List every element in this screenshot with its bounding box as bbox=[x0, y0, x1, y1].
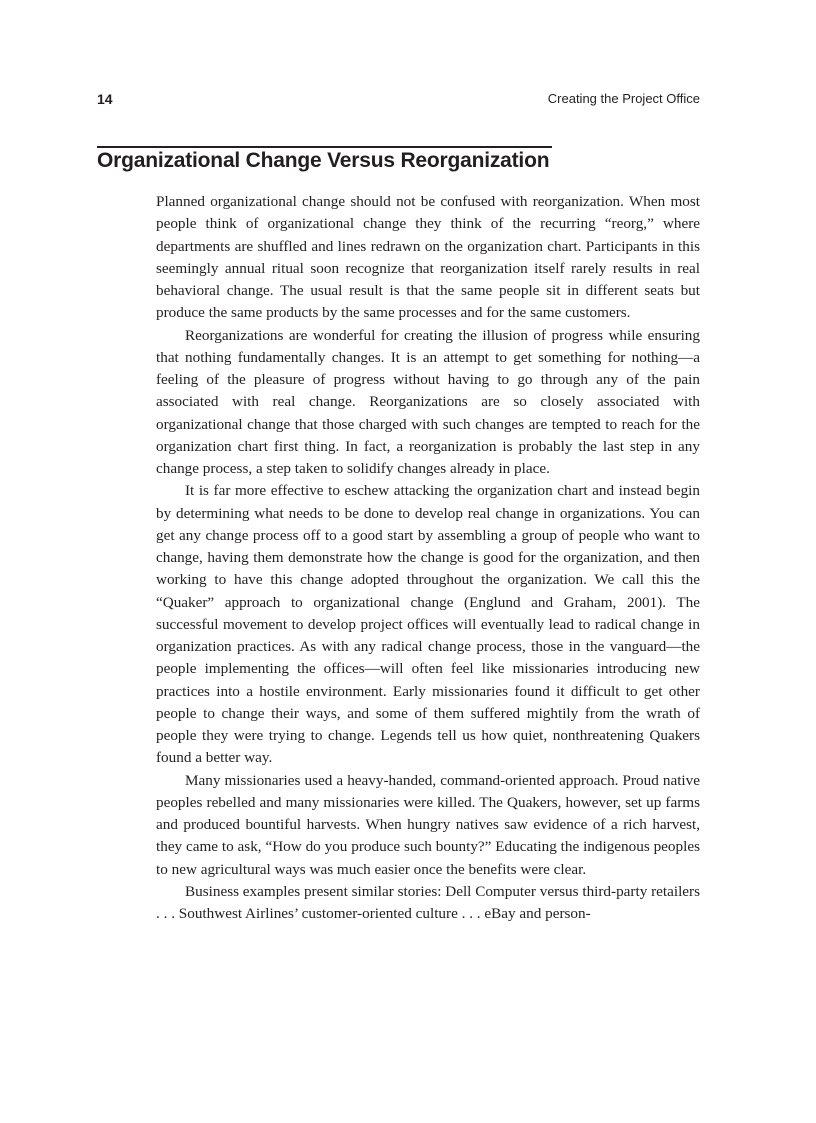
page-number: 14 bbox=[97, 91, 113, 107]
running-head-title: Creating the Project Office bbox=[547, 91, 700, 106]
paragraph-5: Business examples present similar stories: Dell Computer versus third-party retailers . . . Southwest Airlines’ customer-oriented culture . . . eBay and person- bbox=[156, 882, 700, 922]
paragraph-1: Planned organizational change should not be confused with reorganization. When most people think of organizational change they think of the recurring “reorg,” where departments are shuffled and lines redrawn on the organization chart. Participants in this seemingly annual ritual soon recognize that reorganization itself rarely results in real behavioral change. The usual result is that the same people sit in different seats but produce the same products by the same processes and for the same customers. bbox=[156, 193, 700, 322]
paragraph-2: Reorganizations are wonderful for creating the illusion of progress while ensuring that nothing fundamentally changes. It is an attempt to get something for nothing—a feeling of the pleasure of progress without having to go through any of the pain associated with real change. Reorganizations are so closely associated with organizational change that those charged with such changes are tempted to reach for the organization chart first thing. In fact, a reorganization is probably the last step in any change process, a step taken to solidify changes already in place. bbox=[156, 326, 700, 477]
body-text bbox=[156, 191, 700, 925]
section-heading: Organizational Change Versus Reorganization bbox=[97, 149, 550, 172]
paragraph-3: It is far more effective to eschew attacking the organization chart and instead begin by determining what needs to be done to develop real change in organizations. You can get any change process off to a good start by assembling a group of people who want to change, having them demonstrate how the change is good for the organization, and then working to have this change adopted throughout the organization. We call this the “Quaker” approach to organizational change (Englund and Graham, 2001). The successful movement to develop project offices will eventually lead to radical change in organization practices. As with any radical change process, those in the vanguard—the people implementing the offices—will often feel like missionaries introducing new practices into a hostile environment. Early missionaries found it difficult to get other people to change their ways, and some of them suffered mightily from the wrath of people they were trying to change. Legends tell us how quiet, nonthreatening Quakers found a better way. bbox=[156, 482, 700, 767]
paragraph-4: Many missionaries used a heavy-handed, command-oriented approach. Proud native peoples rebelled and many missionaries were killed. The Quakers, however, set up farms and produced bountiful harvests. When hungry natives saw evidence of a rich harvest, they came to ask, “How do you produce such bounty?” Educating the indigenous peoples to new agricultural ways was much easier once the benefits were clear. bbox=[156, 771, 700, 878]
